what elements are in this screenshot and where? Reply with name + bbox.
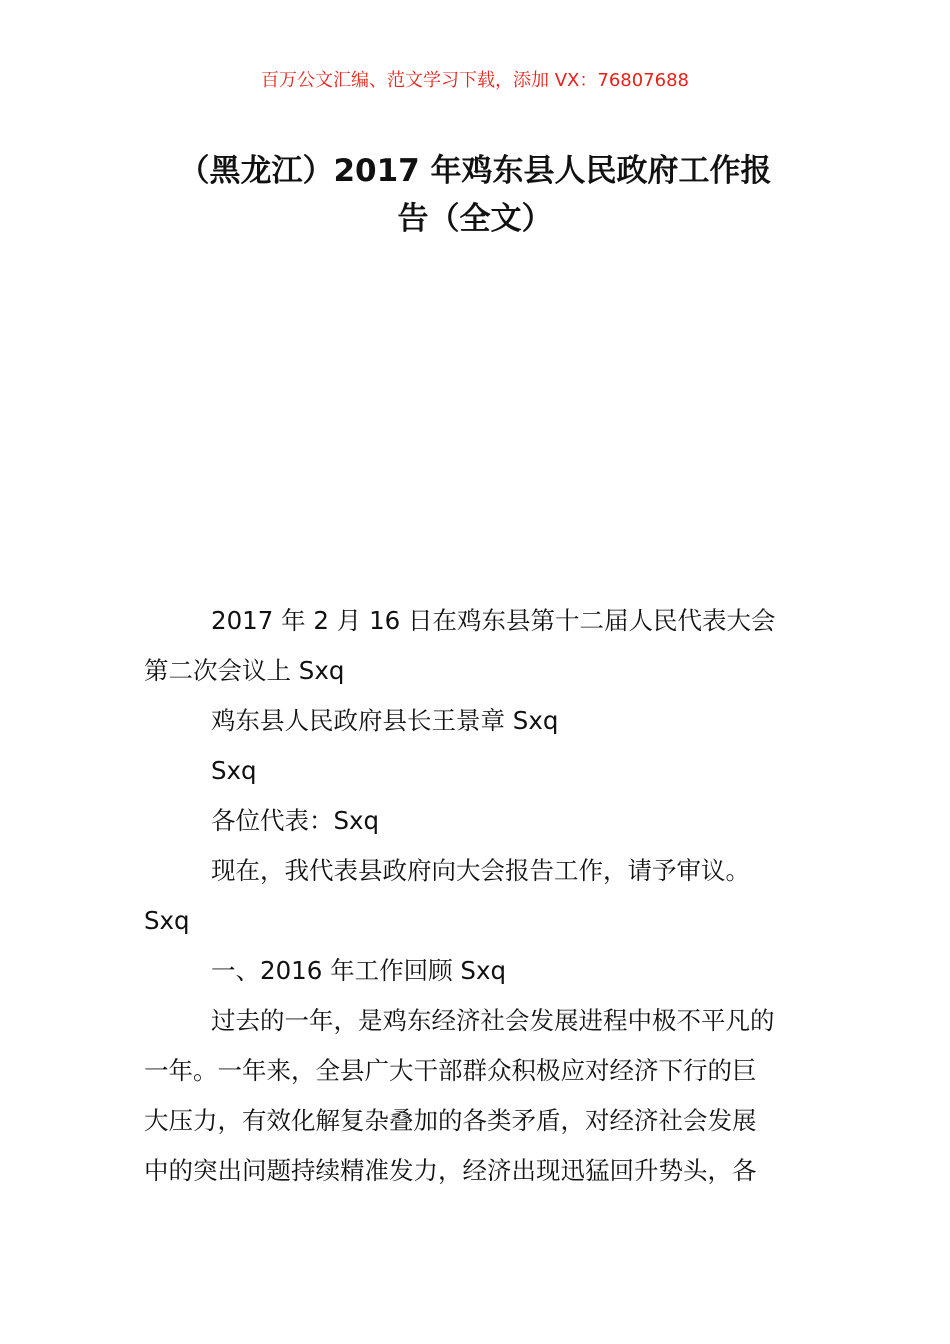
body-line: 一年。一年来，全县广大干部群众积极应对经济下行的巨 (144, 1056, 757, 1085)
body-line: 各位代表：Sxq (211, 806, 380, 835)
title-line-2: 告（全文） (397, 201, 553, 237)
body-line: 2017 年 2 月 16 日在鸡东县第十二届人民代表大会 (211, 606, 776, 635)
section-heading: 一、2016 年工作回顾 Sxq (211, 956, 507, 985)
body-line: 现在，我代表县政府向大会报告工作，请予审议。 (211, 856, 750, 885)
body-line: 大压力，有效化解复杂叠加的各类矛盾，对经济社会发展 (144, 1106, 757, 1135)
body-line: Sxq (144, 906, 190, 935)
document-title (120, 147, 830, 243)
body-line: 中的突出问题持续精准发力，经济出现迅猛回升势头，各 (144, 1156, 757, 1185)
body-line: Sxq (211, 756, 257, 785)
body-line: 第二次会议上 Sxq (144, 656, 345, 685)
body-line: 过去的一年，是鸡东经济社会发展进程中极不平凡的 (211, 1006, 775, 1035)
document-body (144, 596, 810, 1196)
header-banner: 百万公文汇编、范文学习下载，添加 VX：76807688 (261, 70, 689, 91)
title-line-1: （黑龙江）2017 年鸡东县人民政府工作报 (178, 153, 772, 189)
body-line: 鸡东县人民政府县长王景章 Sxq (211, 706, 559, 735)
